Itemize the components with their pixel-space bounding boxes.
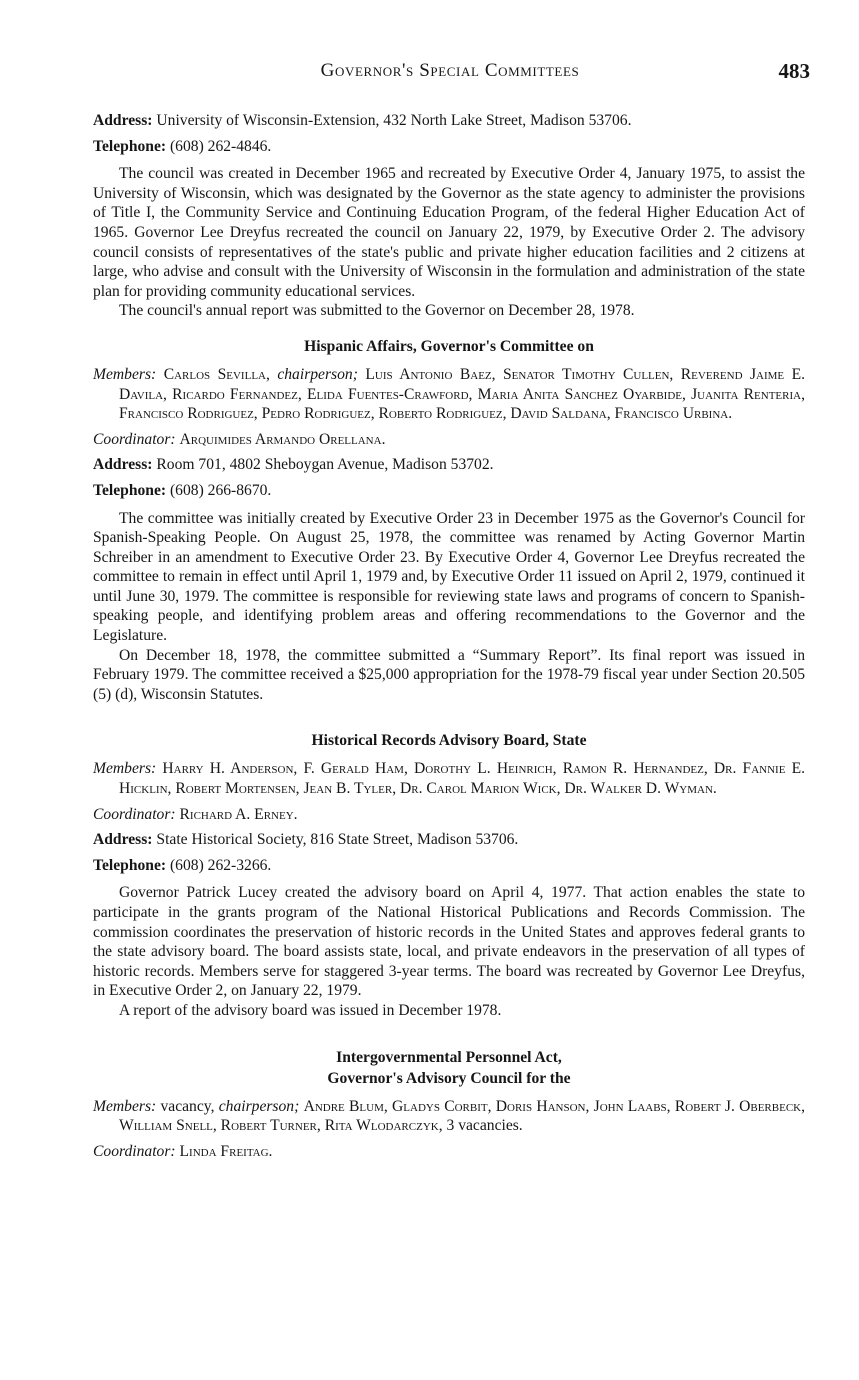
coordinator-label: Coordinator: bbox=[93, 805, 176, 823]
historical-paragraph-2: A report of the advisory board was issued in December 1978. bbox=[119, 1001, 502, 1019]
members-list: Luis Antonio Baez, Senator Timothy Cullen, Reverend Jaime E. Davila, Ricardo Fernandez, Elida Fuentes-Crawford, Maria Anita Sanchez Oyarbide, Juanita Renteria, Francisco Rodriguez, Pedro Rodriguez, Roberto Rodriguez, David Saldana, Francisco Urbina. bbox=[119, 365, 806, 423]
members-label: Members: bbox=[93, 365, 157, 383]
address-value: State Historical Society, 816 State Street, Madison 53706. bbox=[156, 831, 519, 849]
telephone-value: (608) 266-8670. bbox=[169, 481, 272, 499]
hispanic-paragraph-2: On December 18, 1978, the committee submitted a “Summary Report”. Its final report was issued in February 1979. The committee received a $25,000 appropriation for the 1978-79 fiscal year under Section 20.505 (5) (d), Wisconsin Statutes. bbox=[93, 646, 805, 703]
address-value: Room 701, 4802 Sheboygan Avenue, Madison 53702. bbox=[156, 456, 494, 474]
section-title-line-2: Governor's Advisory Council for the bbox=[327, 1069, 571, 1087]
page-number: 483 bbox=[778, 59, 810, 83]
section-title-line-1: Intergovernmental Personnel Act, bbox=[336, 1048, 562, 1066]
historical-paragraph-1: Governor Patrick Lucey created the advisory board on April 4, 1977. That action enables the state to participate in the grants program of the National Historical Publications and Records Commission. The commission coordinates the preservation of historic records in the United States and approves federal grants to the state advisory board. The board assists state, local, and private endeavors in the preservation of all types of historic records. Members serve for staggered 3-year terms. The board was recreated by Governor Lee Dreyfus, in Executive Order 2, on January 22, 1979. bbox=[93, 884, 805, 1000]
hispanic-address bbox=[93, 455, 805, 475]
chair-name: vacancy, bbox=[160, 1097, 215, 1115]
members-label: Members: bbox=[93, 1097, 157, 1115]
section-title-intergovernmental bbox=[93, 1047, 805, 1089]
address-label: Address: bbox=[93, 831, 153, 849]
chair-name: Carlos Sevilla, bbox=[163, 365, 270, 383]
historical-address bbox=[93, 830, 805, 850]
chair-role: chairperson; bbox=[218, 1097, 300, 1115]
section-title-hispanic-affairs: Hispanic Affairs, Governor's Committee on bbox=[304, 337, 594, 355]
telephone-value: (608) 262-3266. bbox=[169, 856, 272, 874]
running-head bbox=[90, 58, 810, 88]
coordinator-label: Coordinator: bbox=[93, 1142, 176, 1160]
intro-paragraph-1: The council was created in December 1965 and recreated by Executive Order 4, January 1975, to assist the University of Wisconsin, which was designated by the Governor as the state agency to administer the provisions of Title I, the Community Service and Continuing Education Program, of the federal Higher Education Act of 1965. Governor Lee Dreyfus recreated the council on January 22, 1979, by Executive Order 2. The advisory council consists of representatives of the state's public and private higher education facilities and 2 citizens at large, who advise and consult with the University of Wisconsin in the formulation and administration of the state plan for providing community educational services. bbox=[93, 165, 805, 300]
historical-members bbox=[93, 759, 805, 798]
chair-role: chairperson; bbox=[277, 365, 358, 383]
historical-telephone bbox=[93, 856, 805, 876]
members-list: Harry H. Anderson, F. Gerald Ham, Dorothy L. Heinrich, Ramon R. Hernandez, Dr. Fannie E. Hicklin, Robert Mortensen, Jean B. Tyler, Dr. Carol Marion Wick, Dr. Walker D. Wyman. bbox=[119, 760, 805, 798]
address-value: University of Wisconsin-Extension, 432 North Lake Street, Madison 53706. bbox=[156, 112, 632, 129]
coordinator-name: Arquimides Armando Orellana. bbox=[179, 430, 386, 448]
address-label: Address: bbox=[93, 456, 153, 474]
coordinator-label: Coordinator: bbox=[93, 430, 176, 448]
page-content bbox=[93, 111, 805, 1167]
hispanic-paragraph-1: The committee was initially created by Executive Order 23 in December 1975 as the Governor's Council for Spanish-Speaking People. On August 25, 1978, the committee was renamed by Acting Governor Martin Schreiber in an amendment to Executive Order 23. By Executive Order 4, Governor Lee Dreyfus recreated the committee to remain in effect until April 1, 1979 and, by Executive Order 11 issued on April 2, 1979, continued it until June 30, 1979. The committee is responsible for reviewing state laws and programs of concern to Spanish-speaking people, and identifying problem areas and offering recommendations to the Governor and the Legislature. bbox=[93, 509, 805, 645]
running-title: Governor's Special Committees bbox=[320, 60, 580, 81]
hispanic-telephone bbox=[93, 481, 805, 501]
telephone-value: (608) 262-4846. bbox=[169, 137, 272, 155]
intergov-coordinator bbox=[93, 1142, 805, 1162]
address-label: Address: bbox=[93, 112, 153, 129]
hispanic-members bbox=[93, 365, 805, 424]
members-vacancies: 3 vacancies. bbox=[446, 1117, 523, 1135]
coordinator-name: Richard A. Erney. bbox=[179, 805, 298, 823]
section-title-historical-records: Historical Records Advisory Board, State bbox=[311, 732, 587, 750]
members-list: Andre Blum, Gladys Corbit, Doris Hanson, John Laabs, Robert J. Oberbeck, William Snell, Robert Turner, Rita Wlodarczyk, bbox=[119, 1097, 806, 1135]
members-label: Members: bbox=[93, 760, 157, 778]
telephone-label: Telephone: bbox=[93, 856, 167, 874]
coordinator-name: Linda Freitag. bbox=[179, 1142, 273, 1160]
telephone-label: Telephone: bbox=[93, 481, 167, 499]
intro-telephone bbox=[93, 137, 805, 157]
intergov-members bbox=[93, 1097, 805, 1136]
telephone-label: Telephone: bbox=[93, 137, 167, 155]
hispanic-coordinator bbox=[93, 430, 805, 450]
historical-coordinator bbox=[93, 805, 805, 825]
intro-address bbox=[93, 111, 805, 131]
intro-paragraph-2: The council's annual report was submitted to the Governor on December 28, 1978. bbox=[119, 302, 635, 320]
